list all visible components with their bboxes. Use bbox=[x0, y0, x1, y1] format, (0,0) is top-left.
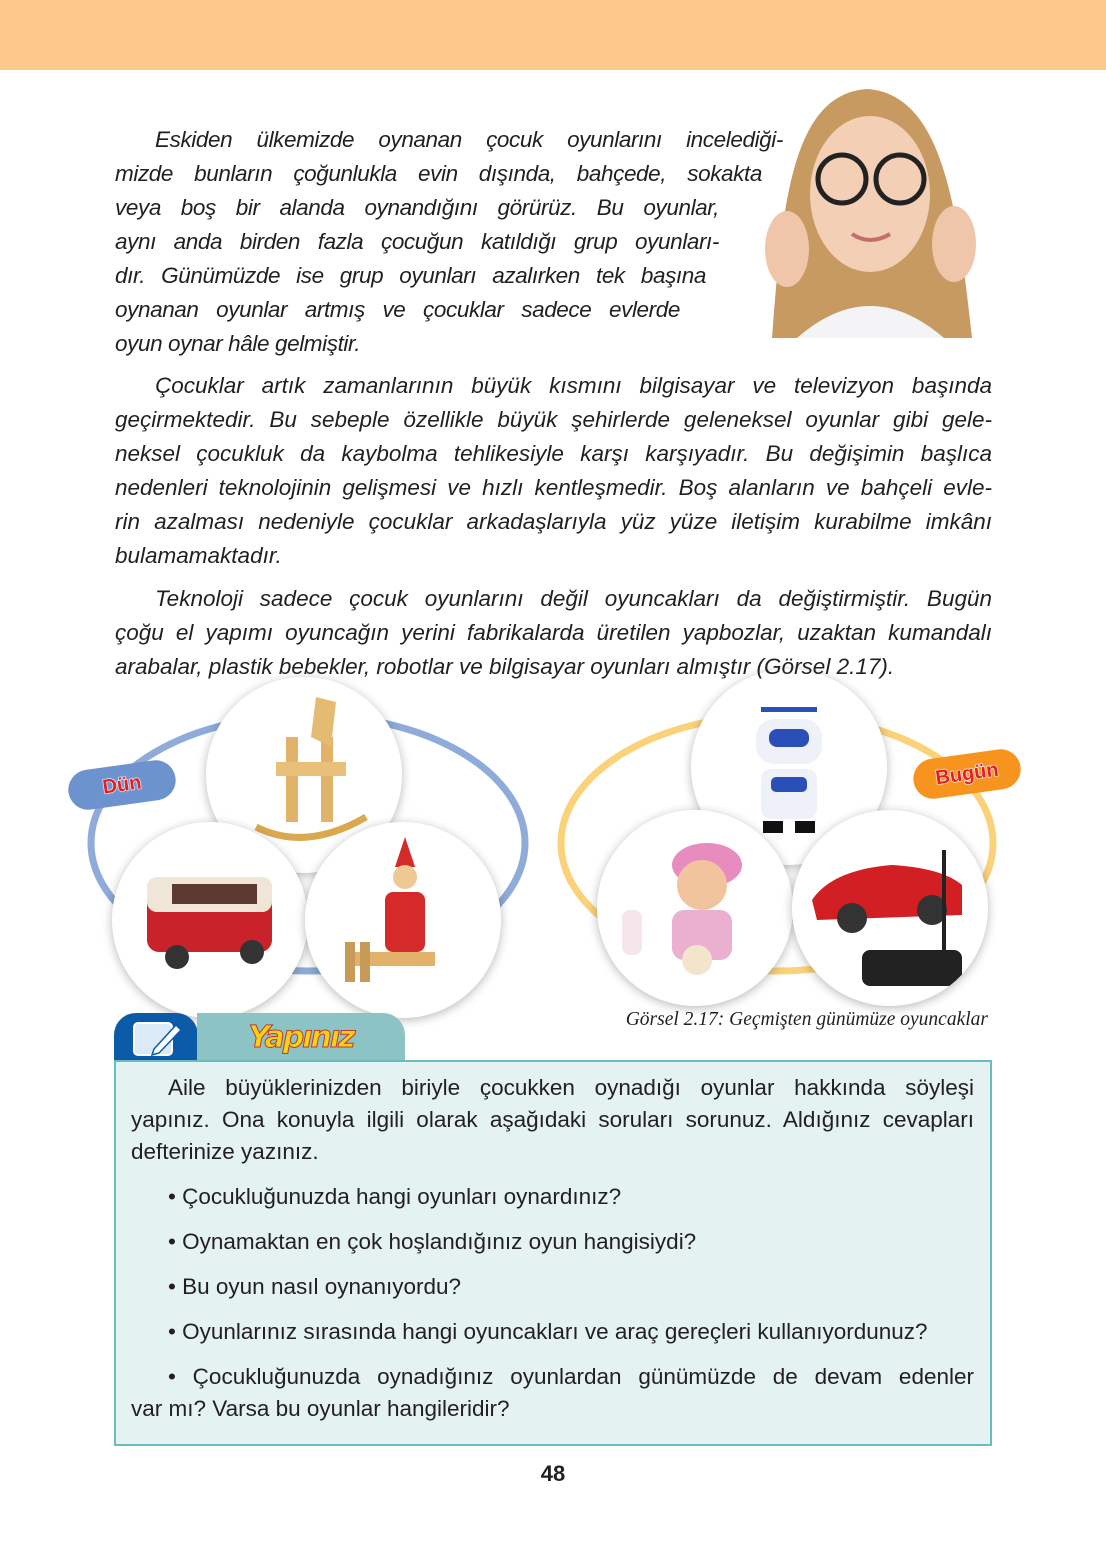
past-label: Dün bbox=[66, 758, 179, 813]
text-line: neksel çocukluk da kaybolma tehlikesiyle karşı karşıyadır. Bu değişimin başlıca bbox=[115, 441, 992, 466]
text-line: çoğu el yapımı oyuncağın yerini fabrikalarda üretilen yapbozlar, uzaktan kumandalı bbox=[115, 620, 992, 645]
text-line: Eskiden ülkemizde oynanan çocuk oyunlarını incelediği- bbox=[155, 127, 783, 152]
text-line: mizde bunların çoğunlukla evin dışında, bahçede, sokakta bbox=[115, 161, 762, 186]
present-label: Bugün bbox=[911, 747, 1024, 802]
baby-doll-photo bbox=[597, 810, 793, 1006]
activity-intro-line: Aile büyüklerinizden biriyle çocukken oynadığı oyunlar hakkında söyleşi bbox=[168, 1075, 974, 1100]
text-line: aynı anda birden fazla çocuğun katıldığı grup oyunları- bbox=[115, 229, 719, 254]
text-line: Teknoloji sadece çocuk oyunlarını değil oyuncakları da değiştirmiştir. Bugün bbox=[155, 586, 992, 611]
activity-title bbox=[197, 1013, 405, 1062]
vintage-van-photo bbox=[112, 822, 308, 1018]
text-line: oynanan oyunlar artmış ve çocuklar sadece evlerde bbox=[115, 297, 680, 322]
text-line: rin azalması nedeniyle çocuklar arkadaşlarıyla yüz yüze iletişim kurabilme imkânı bbox=[115, 509, 992, 534]
text-line: dır. Günümüzde ise grup oyunları azalırken tek başına bbox=[115, 263, 706, 288]
activity-intro-line: defterinize yazınız. bbox=[131, 1139, 319, 1164]
pinocchio-puppet-photo bbox=[305, 822, 501, 1018]
text-line: geçirmektedir. Bu sebeple özellikle büyük şehirlerde geleneksel oyunlar gibi gele- bbox=[115, 407, 992, 432]
text-line: Çocuklar artık zamanlarının büyük kısmını bilgisayar ve televizyon başında bbox=[155, 373, 992, 398]
text-line: oyun oynar hâle gelmiştir. bbox=[115, 331, 361, 356]
text-line: veya boş bir alanda oynandığını görürüz. Bu oyunlar, bbox=[115, 195, 719, 220]
activity-intro-line: yapınız. Ona konuyla ilgili olarak aşağıdaki soruları sorunuz. Aldığınız cevapları bbox=[131, 1107, 974, 1132]
activity-question: • Oynamaktan en çok hoşlandığınız oyun hangisiydi? bbox=[168, 1229, 697, 1254]
text-line: bulamamaktadır. bbox=[115, 543, 282, 568]
activity-question: • Bu oyun nasıl oynanıyordu? bbox=[168, 1274, 462, 1299]
activity-question: • Çocukluğunuzda hangi oyunları oynardınız? bbox=[168, 1184, 622, 1209]
figure-caption: Görsel 2.17: Geçmişten günümüze oyuncaklar bbox=[625, 1009, 988, 1030]
header-band bbox=[0, 0, 1106, 70]
activity-title-text: Yapınız bbox=[248, 1020, 354, 1055]
text-line: nedenleri teknolojinin gelişmesi ve hızlı kentleşmedir. Boş alanların ve bahçeli evle- bbox=[115, 475, 992, 500]
notebook-pencil-icon bbox=[114, 1013, 198, 1062]
activity-question: • Çocukluğunuzda oynadığınız oyunlardan günümüzde de devam edenler bbox=[168, 1364, 974, 1389]
remote-control-car-photo bbox=[792, 810, 988, 1006]
text-line: arabalar, plastik bebekler, robotlar ve bilgisayar oyunları almıştır (Görsel 2.17). bbox=[115, 654, 895, 679]
activity-question: var mı? Varsa bu oyunlar hangileridir? bbox=[131, 1396, 510, 1421]
page-number: 48 bbox=[540, 1461, 566, 1486]
activity-question: • Oyunlarınız sırasında hangi oyuncakları ve araç gereçleri kullanıyordunuz? bbox=[168, 1319, 928, 1344]
